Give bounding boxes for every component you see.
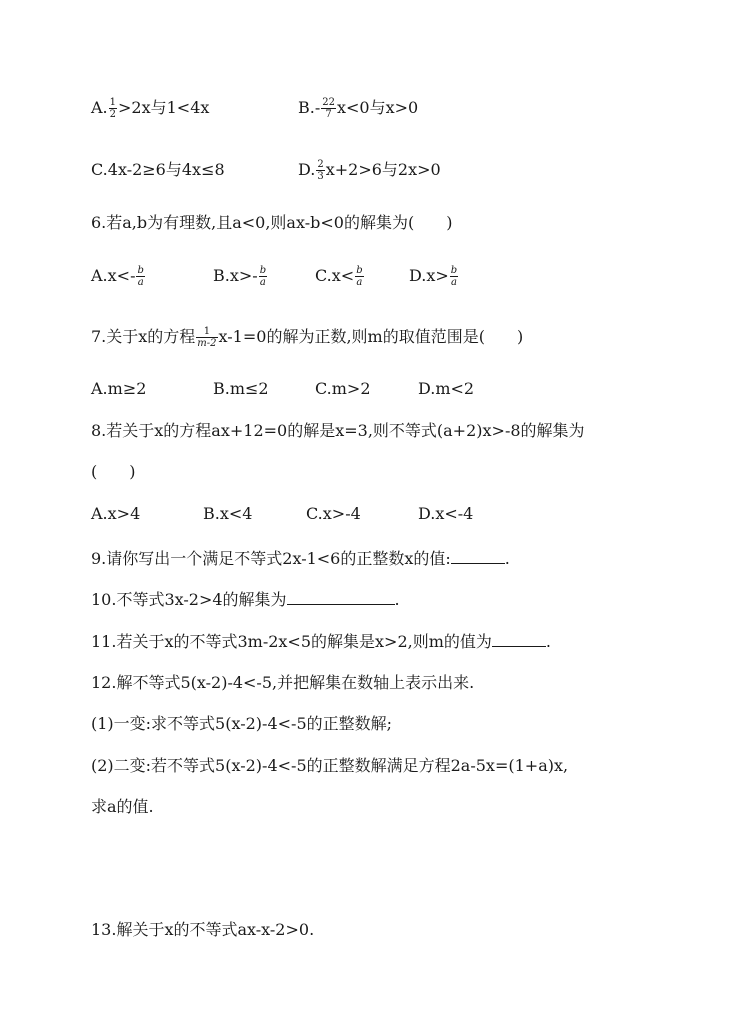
- fraction-denominator: a: [451, 277, 457, 288]
- fraction-denominator: m-2: [197, 338, 217, 349]
- q5-option-d: [298, 159, 441, 182]
- q11-stem: [91, 630, 551, 653]
- q8-option-a: A.x>4: [91, 504, 141, 523]
- q10-text: 10.不等式3x-2>4的解集为: [91, 590, 287, 609]
- q12-part2-line1: (2)二变:若不等式5(x-2)-4<-5的正整数解满足方程2a-5x=(1+a)x,: [91, 756, 569, 775]
- q5-option-a: [91, 97, 209, 120]
- answer-blank[interactable]: [287, 588, 395, 605]
- option-label: D.x>: [409, 266, 449, 285]
- q7-stem-post: x-1=0的解为正数,则m的取值范围是( ): [218, 327, 524, 346]
- answer-blank[interactable]: [492, 630, 546, 647]
- q11-text: 11.若关于x的不等式3m-2x<5的解集是x>2,则m的值为: [91, 632, 492, 651]
- q6-stem: 6.若a,b为有理数,且a<0,则ax-b<0的解集为( ): [91, 213, 453, 232]
- q8-stem-line2: ( ): [91, 462, 136, 481]
- option-label: B.: [298, 98, 315, 117]
- option-text: x<0与x>0: [336, 98, 419, 117]
- q8-option-b: B.x<4: [203, 504, 253, 523]
- fraction-numerator: 1: [109, 97, 117, 108]
- fraction-numerator: 1: [196, 326, 217, 338]
- option-text: x+2>6与2x>0: [325, 160, 441, 179]
- fraction-numerator: b: [259, 265, 267, 276]
- fraction-denominator: a: [137, 277, 144, 288]
- fraction-numerator: b: [137, 265, 144, 276]
- option-label: C.: [91, 160, 108, 179]
- fraction: [196, 326, 217, 349]
- q13-stem: 13.解关于x的不等式ax-x-2>0.: [91, 920, 315, 939]
- q7-option-d: D.m<2: [418, 379, 475, 398]
- fraction-numerator: b: [450, 265, 458, 276]
- q12-part1: (1)一变:求不等式5(x-2)-4<-5的正整数解;: [91, 714, 393, 733]
- q9-text: 9.请你写出一个满足不等式2x-1<6的正整数x的值:: [91, 549, 451, 568]
- fraction-numerator: 22: [322, 97, 335, 108]
- fraction-denominator: 7: [325, 109, 332, 120]
- option-text: >2x与1<4x: [118, 98, 210, 117]
- minus-sign: -: [314, 98, 321, 117]
- fraction: [321, 97, 336, 120]
- fraction: [355, 265, 363, 288]
- q5-option-c: [91, 159, 225, 181]
- fraction-numerator: 2: [317, 159, 324, 170]
- q6-option-a: [91, 265, 146, 288]
- option-label: C.x<: [315, 266, 355, 285]
- option-label: D.: [298, 160, 316, 179]
- period: .: [394, 590, 400, 609]
- q9-stem: [91, 547, 510, 570]
- q12-part2-line2: 求a的值.: [91, 797, 154, 816]
- option-label: B.x>-: [213, 266, 258, 285]
- q6-option-c: [315, 265, 365, 288]
- fraction-denominator: a: [259, 277, 266, 288]
- q5-option-b: [298, 97, 418, 120]
- fraction-denominator: 3: [317, 171, 324, 182]
- fraction: [450, 265, 458, 288]
- fraction-denominator: 2: [109, 109, 117, 120]
- q10-stem: [91, 588, 400, 611]
- q7-option-a: A.m≥2: [91, 379, 147, 398]
- q7-stem: [91, 326, 523, 349]
- fraction: [136, 265, 144, 288]
- option-label: A.: [91, 98, 108, 117]
- period: .: [504, 549, 510, 568]
- option-text: 4x-2≥6与4x≤8: [107, 160, 225, 179]
- fraction: [109, 97, 117, 120]
- q12-stem: 12.解不等式5(x-2)-4<-5,并把解集在数轴上表示出来.: [91, 673, 475, 692]
- fraction: [259, 265, 267, 288]
- q6-option-b: [213, 265, 268, 288]
- q7-option-b: B.m≤2: [213, 379, 269, 398]
- answer-blank[interactable]: [451, 547, 505, 564]
- fraction-denominator: a: [356, 277, 363, 288]
- q8-option-d: D.x<-4: [418, 504, 474, 523]
- period: .: [545, 632, 551, 651]
- fraction-numerator: b: [356, 265, 363, 276]
- q8-option-c: C.x>-4: [306, 504, 361, 523]
- q7-option-c: C.m>2: [315, 379, 371, 398]
- fraction: [316, 159, 324, 182]
- q7-stem-pre: 7.关于x的方程: [91, 327, 196, 346]
- option-label: A.x<-: [91, 266, 136, 285]
- q8-stem-line1: 8.若关于x的方程ax+12=0的解是x=3,则不等式(a+2)x>-8的解集为: [91, 421, 585, 440]
- q6-option-d: [409, 265, 459, 288]
